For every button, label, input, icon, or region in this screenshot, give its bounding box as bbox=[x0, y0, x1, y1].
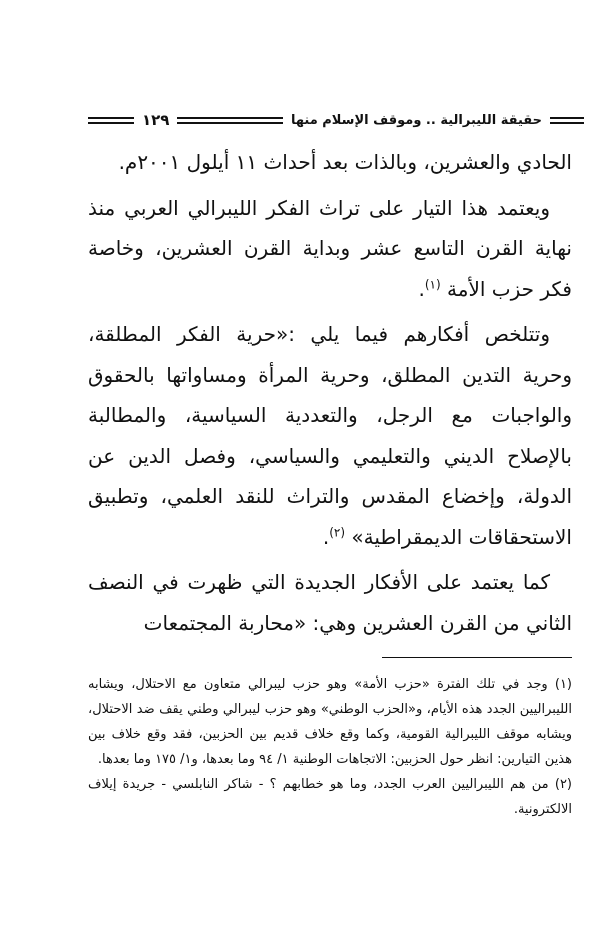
paragraph-text: ويعتمد هذا التيار على تراث الفكر الليبرالي العربي منذ نهاية القرن التاسع عشر وبداية القرن العشرين، وخاصة فكر حزب الأمة bbox=[88, 195, 572, 301]
footnote-ref[interactable]: (٢) bbox=[329, 524, 346, 539]
header-title: حقيقة الليبرالية .. وموقف الإسلام منها bbox=[290, 112, 542, 128]
paragraph bbox=[88, 188, 572, 310]
main-text bbox=[88, 142, 572, 643]
paragraph bbox=[88, 314, 572, 557]
paragraph-end: . bbox=[322, 524, 330, 549]
footnote-ref[interactable]: (١) bbox=[424, 276, 441, 291]
paragraph-end: . bbox=[418, 276, 425, 301]
footnote: (٢) من هم الليبراليين العرب الجدد، وما هو خطابهم ؟ - شاكر النابلسي - جريدة إيلاف الالكترونية. bbox=[88, 777, 572, 817]
header-rule-middle bbox=[177, 117, 282, 124]
paragraph-text: وتتلخص أفكارهم فيما يلي :«حرية الفكر المطلقة، وحرية التدين المطلق، وحرية المرأة ومساواتها بالحقوق والواجبات مع الرجل، والتعددية السياسية، والمطالبة بالإصلاح الديني والتعليمي والسياسي، وفصل الدين عن الدولة، وإخضاع المقدس والتراث للنقد العلمي، وتطبيق الاستحقاقات الديمقراطية» bbox=[88, 322, 572, 549]
footnote-divider bbox=[382, 657, 572, 658]
paragraph-text: كما يعتمد على الأفكار الجديدة التي ظهرت في النصف الثاني من القرن العشرين وهي: «محاربة المجتمعات bbox=[88, 570, 572, 635]
header-rule-right bbox=[550, 117, 584, 124]
paragraph-text: الحادي والعشرين، وبالذات بعد أحداث ١١ أيلول ٢٠٠١م. bbox=[118, 150, 572, 174]
running-header bbox=[88, 107, 584, 133]
paragraph bbox=[88, 142, 572, 183]
footnotes bbox=[88, 672, 572, 822]
header-rule-left bbox=[88, 117, 134, 124]
page-number: ١٢٩ bbox=[142, 111, 170, 129]
paragraph bbox=[88, 562, 572, 643]
footnote: (١) وجد في تلك الفترة «حزب الأمة» وهو حزب ليبرالي متعاون مع الاحتلال، ويشابه الليبراليين الجدد هذه الأيام، و«الحزب الوطني» وهو حزب ليبرالي وطني يقف ضد الاحتلال، ويشابه موقف الليبرالية القومية، وكما وقع خلاف قديم بين الحزبين، فقد وقع خلاف بين هذين التيارين: انظر حول الحزبين: الاتجاهات الوطنية ١/ ٩٤ وما بعدها، و١/ ١٧٥ وما بعدها. bbox=[88, 677, 572, 767]
